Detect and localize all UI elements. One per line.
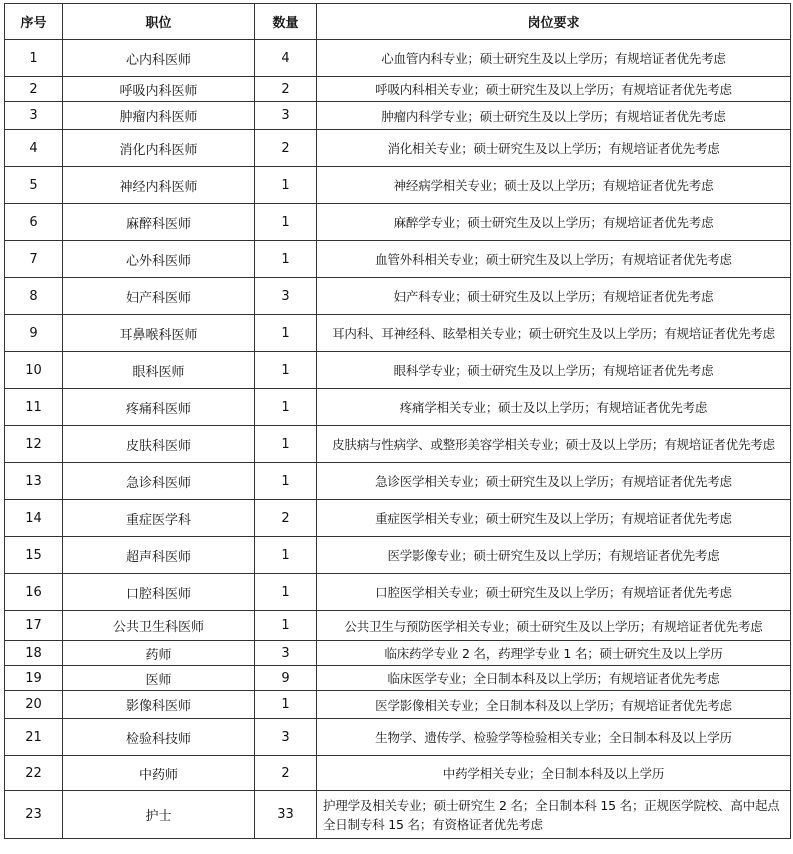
table-row [5, 167, 791, 204]
cell-requirement: 耳内科、耳神经科、眩晕相关专业；硕士研究生及以上学历；有规培证者优先考虑 [317, 315, 791, 352]
cell-requirement: 神经病学相关专业；硕士及以上学历；有规培证者优先考虑 [317, 167, 791, 204]
cell-no: 22 [5, 756, 63, 791]
cell-no: 19 [5, 666, 63, 691]
cell-no: 11 [5, 389, 63, 426]
cell-requirement: 临床医学专业；全日制本科及以上学历；有规培证者优先考虑 [317, 666, 791, 691]
table-row [5, 389, 791, 426]
cell-count: 2 [255, 77, 317, 102]
cell-position: 皮肤科医师 [63, 426, 255, 463]
cell-no: 2 [5, 77, 63, 102]
cell-count: 1 [255, 352, 317, 389]
cell-requirement: 肿瘤内科学专业；硕士研究生及以上学历；有规培证者优先考虑 [317, 102, 791, 130]
cell-count: 3 [255, 102, 317, 130]
cell-count: 1 [255, 241, 317, 278]
table-row [5, 204, 791, 241]
cell-position: 医师 [63, 666, 255, 691]
cell-count: 1 [255, 463, 317, 500]
cell-requirement: 临床药学专业 2 名，药理学专业 1 名；硕士研究生及以上学历 [317, 641, 791, 666]
cell-requirement: 口腔医学相关专业；硕士研究生及以上学历；有规培证者优先考虑 [317, 574, 791, 611]
header-count: 数量 [255, 4, 317, 40]
cell-position: 疼痛科医师 [63, 389, 255, 426]
cell-requirement: 眼科学专业；硕士研究生及以上学历；有规培证者优先考虑 [317, 352, 791, 389]
cell-position: 妇产科医师 [63, 278, 255, 315]
table-row [5, 666, 791, 691]
cell-position: 口腔科医师 [63, 574, 255, 611]
cell-count: 1 [255, 167, 317, 204]
cell-position: 心外科医师 [63, 241, 255, 278]
cell-no: 3 [5, 102, 63, 130]
cell-position: 心内科医师 [63, 40, 255, 77]
cell-no: 18 [5, 641, 63, 666]
cell-position: 肿瘤内科医师 [63, 102, 255, 130]
cell-count: 3 [255, 719, 317, 756]
cell-position: 影像科医师 [63, 691, 255, 719]
table-row [5, 641, 791, 666]
cell-count: 2 [255, 500, 317, 537]
table-row [5, 40, 791, 77]
table-row [5, 691, 791, 719]
cell-no: 23 [5, 791, 63, 839]
cell-count: 2 [255, 756, 317, 791]
cell-position: 重症医学科 [63, 500, 255, 537]
cell-no: 6 [5, 204, 63, 241]
cell-count: 2 [255, 130, 317, 167]
table-row [5, 719, 791, 756]
cell-requirement: 中药学相关专业；全日制本科及以上学历 [317, 756, 791, 791]
cell-count: 1 [255, 611, 317, 641]
table-row [5, 426, 791, 463]
cell-requirement: 心血管内科专业；硕士研究生及以上学历；有规培证者优先考虑 [317, 40, 791, 77]
cell-count: 3 [255, 641, 317, 666]
table-body [5, 40, 791, 839]
cell-requirement: 皮肤病与性病学、或整形美容学相关专业；硕士及以上学历；有规培证者优先考虑 [317, 426, 791, 463]
cell-requirement: 妇产科专业；硕士研究生及以上学历；有规培证者优先考虑 [317, 278, 791, 315]
cell-no: 21 [5, 719, 63, 756]
recruitment-table [4, 3, 791, 839]
table-row [5, 278, 791, 315]
header-position: 职位 [63, 4, 255, 40]
cell-requirement: 血管外科相关专业；硕士研究生及以上学历；有规培证者优先考虑 [317, 241, 791, 278]
cell-requirement: 生物学、遗传学、检验学等检验相关专业；全日制本科及以上学历 [317, 719, 791, 756]
table-row [5, 241, 791, 278]
cell-count: 1 [255, 537, 317, 574]
table-row [5, 500, 791, 537]
table-row [5, 102, 791, 130]
cell-count: 1 [255, 315, 317, 352]
cell-no: 1 [5, 40, 63, 77]
table-row [5, 315, 791, 352]
cell-count: 4 [255, 40, 317, 77]
cell-requirement: 医学影像相关专业；全日制本科及以上学历；有规培证者优先考虑 [317, 691, 791, 719]
cell-position: 耳鼻喉科医师 [63, 315, 255, 352]
cell-count: 33 [255, 791, 317, 839]
cell-position: 消化内科医师 [63, 130, 255, 167]
table-row [5, 791, 791, 839]
table-row [5, 574, 791, 611]
cell-requirement: 麻醉学专业；硕士研究生及以上学历；有规培证者优先考虑 [317, 204, 791, 241]
cell-no: 7 [5, 241, 63, 278]
cell-no: 10 [5, 352, 63, 389]
cell-position: 检验科技师 [63, 719, 255, 756]
table-row [5, 756, 791, 791]
cell-no: 9 [5, 315, 63, 352]
table-row [5, 537, 791, 574]
table-header-row [5, 4, 791, 40]
cell-no: 16 [5, 574, 63, 611]
cell-position: 护士 [63, 791, 255, 839]
cell-requirement: 呼吸内科相关专业；硕士研究生及以上学历；有规培证者优先考虑 [317, 77, 791, 102]
cell-no: 17 [5, 611, 63, 641]
cell-position: 呼吸内科医师 [63, 77, 255, 102]
table-row [5, 130, 791, 167]
cell-count: 1 [255, 574, 317, 611]
cell-requirement: 公共卫生与预防医学相关专业；硕士研究生及以上学历；有规培证者优先考虑 [317, 611, 791, 641]
table-row [5, 611, 791, 641]
cell-count: 1 [255, 204, 317, 241]
cell-no: 14 [5, 500, 63, 537]
cell-requirement: 护理学及相关专业；硕士研究生 2 名；全日制本科 15 名；正规医学院校、高中起点全日制专科 15 名；有资格证者优先考虑 [317, 791, 791, 839]
cell-position: 药师 [63, 641, 255, 666]
header-requirement: 岗位要求 [317, 4, 791, 40]
cell-position: 急诊科医师 [63, 463, 255, 500]
cell-position: 麻醉科医师 [63, 204, 255, 241]
cell-requirement: 重症医学相关专业；硕士研究生及以上学历；有规培证者优先考虑 [317, 500, 791, 537]
cell-no: 5 [5, 167, 63, 204]
cell-no: 15 [5, 537, 63, 574]
header-no: 序号 [5, 4, 63, 40]
cell-position: 眼科医师 [63, 352, 255, 389]
cell-requirement: 急诊医学相关专业；硕士研究生及以上学历；有规培证者优先考虑 [317, 463, 791, 500]
table-row [5, 463, 791, 500]
cell-count: 1 [255, 426, 317, 463]
cell-requirement: 消化相关专业；硕士研究生及以上学历；有规培证者优先考虑 [317, 130, 791, 167]
cell-count: 1 [255, 389, 317, 426]
table-row [5, 352, 791, 389]
cell-requirement: 疼痛学相关专业；硕士及以上学历；有规培证者优先考虑 [317, 389, 791, 426]
cell-position: 神经内科医师 [63, 167, 255, 204]
cell-count: 1 [255, 691, 317, 719]
cell-no: 12 [5, 426, 63, 463]
cell-count: 3 [255, 278, 317, 315]
cell-position: 中药师 [63, 756, 255, 791]
cell-no: 4 [5, 130, 63, 167]
cell-no: 20 [5, 691, 63, 719]
table-row [5, 77, 791, 102]
cell-requirement: 医学影像专业；硕士研究生及以上学历；有规培证者优先考虑 [317, 537, 791, 574]
cell-position: 超声科医师 [63, 537, 255, 574]
cell-position: 公共卫生科医师 [63, 611, 255, 641]
cell-no: 13 [5, 463, 63, 500]
cell-no: 8 [5, 278, 63, 315]
cell-count: 9 [255, 666, 317, 691]
